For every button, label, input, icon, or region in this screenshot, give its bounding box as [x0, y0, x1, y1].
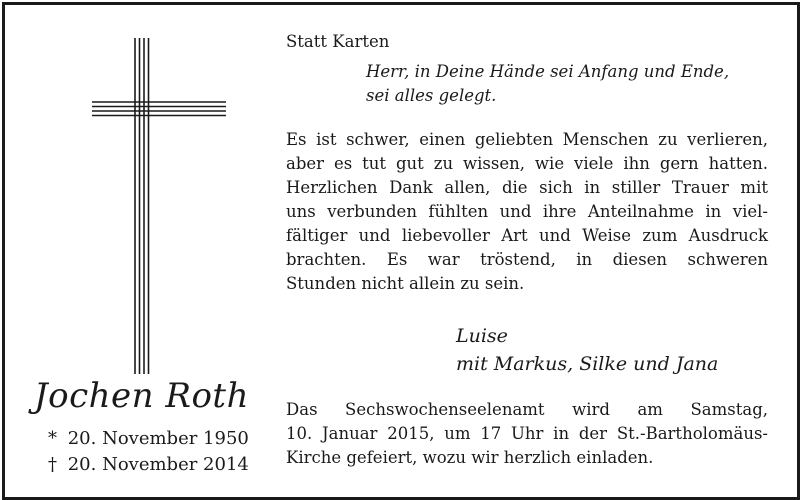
announcement-line: Kirche gefeiert, wozu wir herzlich einladen. [286, 448, 654, 467]
thanks-paragraph [286, 128, 768, 296]
deceased-name: Jochen Roth [34, 376, 249, 416]
birth-symbol: * [48, 428, 57, 449]
verse-line: sei alles gelegt. [366, 86, 497, 105]
announcement-line: Das Sechswochenseelenamt wird am Samstag, [286, 400, 768, 419]
verse-line: Herr, in Deine Hände sei Anfang und Ende, [366, 62, 730, 81]
birth-date: 20. November 1950 [67, 428, 249, 449]
birth-line [48, 426, 249, 452]
signature [456, 322, 718, 378]
signature-line: mit Markus, Silke und Jana [456, 353, 719, 375]
announcement [286, 398, 768, 470]
thanks-line: Herzlichen Dank allen, die sich in stiller Trauer mit [286, 178, 768, 197]
thanks-line: aber es tut gut zu wissen, wie viele ihn gern hatten. [286, 154, 768, 173]
notice-text [286, 30, 768, 296]
thanks-line: uns verbunden fühlten und ihre Anteilnahme in viel- [286, 202, 768, 221]
cross-icon [92, 38, 226, 374]
thanks-line: fältiger und liebevoller Art und Weise zum Ausdruck [286, 226, 768, 245]
thanks-line: Es ist schwer, einen geliebten Menschen zu verlieren, [286, 130, 768, 149]
thanks-line: Stunden nicht allein zu sein. [286, 274, 525, 293]
death-line [48, 452, 249, 478]
thanks-line: brachten. Es war tröstend, in diesen schweren [286, 250, 768, 269]
death-symbol: † [48, 454, 57, 475]
signature-line: Luise [456, 325, 508, 347]
death-date: 20. November 2014 [67, 454, 249, 475]
announcement-line: 10. Januar 2015, um 17 Uhr in der St.-Bartholomäus- [286, 424, 768, 443]
notice-heading: Statt Karten [286, 32, 390, 51]
life-dates [48, 426, 249, 478]
verse [366, 60, 768, 108]
